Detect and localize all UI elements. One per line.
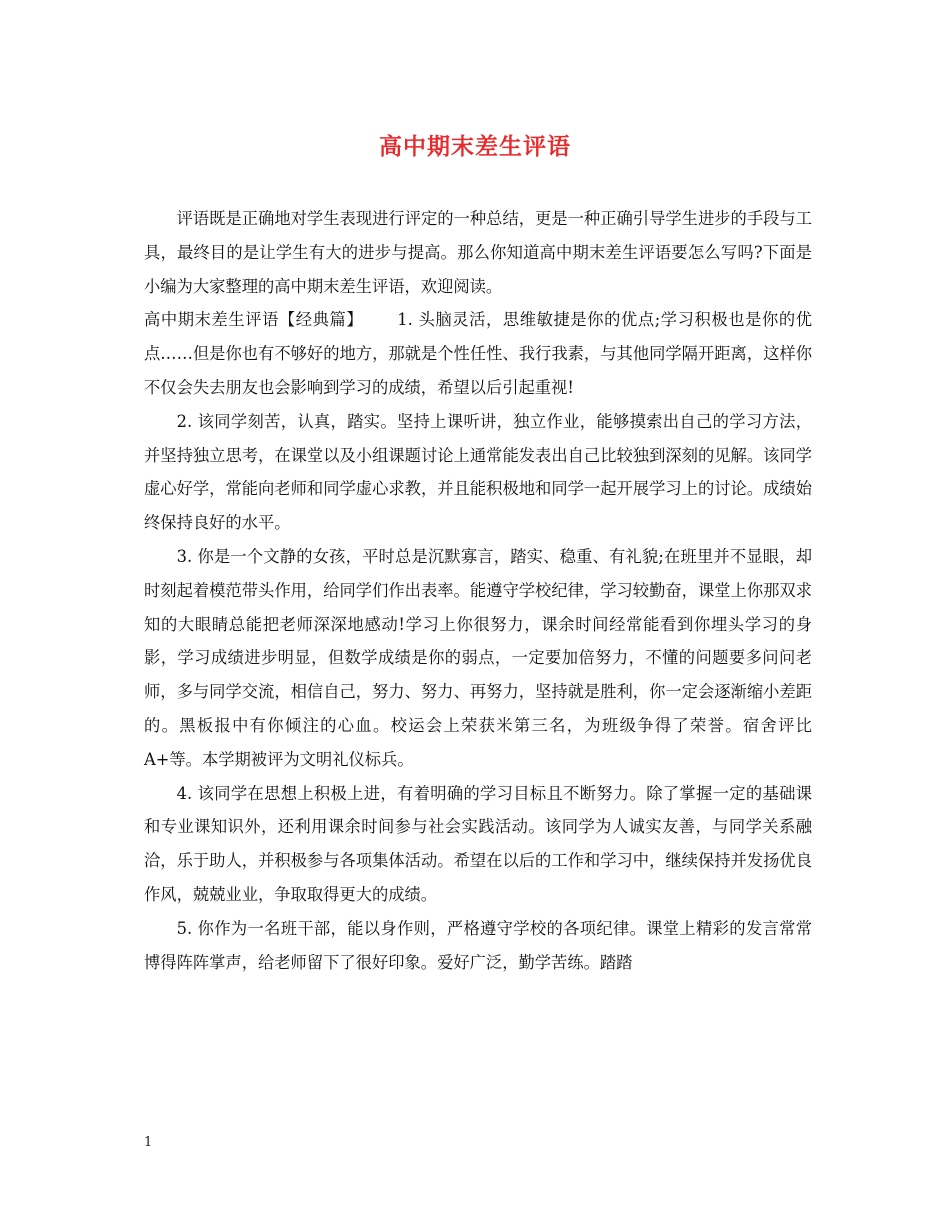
comment-item-5: 5. 你作为一名班干部，能以身作则，严格遵守学校的各项纪律。课堂上精彩的发言常常博得阵阵掌声，给老师留下了很好印象。爱好广泛，勤学苦练。踏踏 — [144, 918, 812, 972]
comment-item-2: 2. 该同学刻苦，认真，踏实。坚持上课听讲，独立作业，能够摸索出自己的学习方法，并坚持独立思考，在课堂以及小组课题讨论上通常能发表出自己比较独到深刻的见解。该同学虚心好学，常能向老师和同学虚心求教，并且能积极地和同学一起开展学习上的讨论。成绩始终保持良好的水平。 — [144, 411, 812, 533]
comment-item-1: 1. 头脑灵活，思维敏捷是你的优点;学习积极也是你的优点……但是你也有不够好的地方，那就是个性任性、我行我素，与其他同学隔开距离，这样你不仅会失去朋友也会影响到学习的成绩，希望以后引起重视! — [144, 310, 812, 397]
comment-item-4: 4. 该同学在思想上积极上进，有着明确的学习目标且不断努力。除了掌握一定的基础课和专业课知识外，还利用课余时间参与社会实践活动。该同学为人诚实友善，与同学关系融洽，乐于助人，并积极参与各项集体活动。希望在以后的工作和学习中，继续保持并发扬优良作风，兢兢业业，争取取得更大的成绩。 — [144, 783, 812, 904]
section-heading: 高中期末差生评语【经典篇】 — [144, 310, 364, 330]
classic-section-paragraph — [144, 303, 812, 404]
intro-paragraph: 评语既是正确地对学生表现进行评定的一种总结，更是一种正确引导学生进步的手段与工具，最终目的是让学生有大的进步与提高。那么你知道高中期末差生评语要怎么写吗?下面是小编为大家整理的高中期末差生评语，欢迎阅读。 — [144, 209, 812, 296]
page-number: 1 — [144, 1135, 153, 1150]
comment-item-3: 3. 你是一个文静的女孩，平时总是沉默寡言，踏实、稳重、有礼貌;在班里并不显眼，却时刻起着模范带头作用，给同学们作出表率。能遵守学校纪律，学习较勤奋，课堂上你那双求知的大眼睛总能把老师深深地感动!学习上你很努力，课余时间经常能看到你埋头学习的身影，学习成绩进步明显，但数学成绩是你的弱点，一定要加倍努力，不懂的问题要多问问老师，多与同学交流，相信自己，努力、努力、再努力，坚持就是胜利，你一定会逐渐缩小差距的。黑板报中有你倾注的心血。校运会上荣获米第三名，为班级争得了荣誉。宿舍评比 A+等。本学期被评为文明礼仪标兵。 — [144, 546, 812, 769]
document-body — [144, 202, 812, 979]
document-title: 高中期末差生评语 — [379, 133, 571, 160]
